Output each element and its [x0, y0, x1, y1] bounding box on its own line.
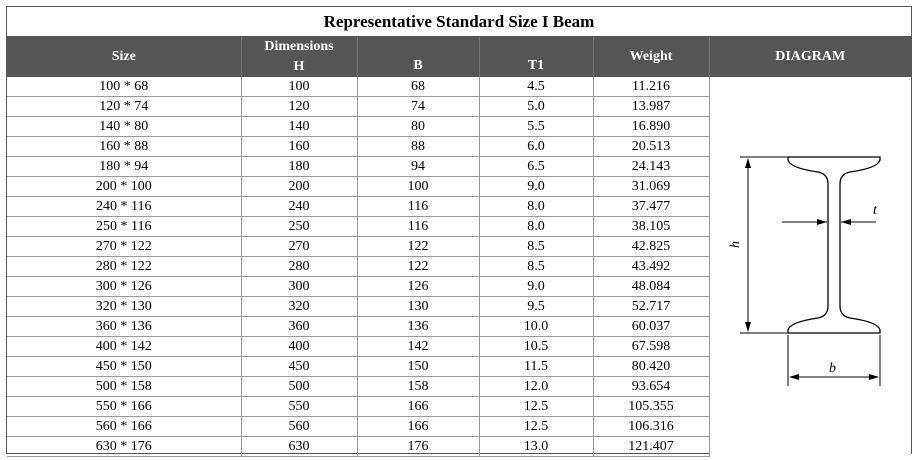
cell-size: 560 * 166: [7, 417, 241, 437]
cell-t1: 9.0: [479, 277, 593, 297]
cell-size: 140 * 80: [7, 117, 241, 137]
cell-size: 280 * 122: [7, 257, 241, 277]
cell-size: 400 * 142: [7, 337, 241, 357]
cell-b: 80: [357, 117, 479, 137]
cell-weight: 24.143: [593, 157, 709, 177]
header-dimensions-h: [241, 37, 357, 77]
cell-size: 120 * 74: [7, 97, 241, 117]
cell-b: 100: [357, 177, 479, 197]
cell-h: 560: [241, 417, 357, 437]
header-row: [7, 37, 911, 77]
ibeam-profile: [788, 157, 880, 333]
header-b: B: [357, 37, 479, 77]
cell-t1: 10.5: [479, 337, 593, 357]
cell-b: 158: [357, 377, 479, 397]
cell-size: 180 * 94: [7, 157, 241, 177]
cell-size: 160 * 88: [7, 137, 241, 157]
cell-size: 240 * 116: [7, 197, 241, 217]
cell-h: 250: [241, 217, 357, 237]
cell-size: 360 * 136: [7, 317, 241, 337]
cell-t1: 8.0: [479, 197, 593, 217]
cell-h: 550: [241, 397, 357, 417]
cell-t1: 8.5: [479, 257, 593, 277]
cell-size: 270 * 122: [7, 237, 241, 257]
cell-h: 100: [241, 77, 357, 97]
cell-h: 270: [241, 237, 357, 257]
cell-b: 130: [357, 297, 479, 317]
cell-t1: 5.0: [479, 97, 593, 117]
cell-h: 450: [241, 357, 357, 377]
cell-h: 320: [241, 297, 357, 317]
cell-t1: 9.5: [479, 297, 593, 317]
cell-h: 180: [241, 157, 357, 177]
ibeam-diagram: [710, 139, 910, 394]
cell-h: 120: [241, 97, 357, 117]
cell-t1: 8.5: [479, 237, 593, 257]
cell-b: 166: [357, 397, 479, 417]
cell-weight: 105.355: [593, 397, 709, 417]
cell-b: 122: [357, 237, 479, 257]
cell-b: 94: [357, 157, 479, 177]
cell-h: 200: [241, 177, 357, 197]
cell-b: 142: [357, 337, 479, 357]
cell-h: 500: [241, 377, 357, 397]
diagram-cell: [709, 77, 911, 457]
cell-t1: 8.0: [479, 217, 593, 237]
cell-t1: 6.0: [479, 137, 593, 157]
diagram-label-t: t: [873, 203, 878, 219]
cell-weight: 106.316: [593, 417, 709, 437]
cell-t1: 13.0: [479, 437, 593, 457]
cell-b: 136: [357, 317, 479, 337]
cell-b: 116: [357, 217, 479, 237]
cell-weight: 93.654: [593, 377, 709, 397]
cell-h: 240: [241, 197, 357, 217]
cell-weight: 52.717: [593, 297, 709, 317]
cell-weight: 31.069: [593, 177, 709, 197]
cell-weight: 60.037: [593, 317, 709, 337]
cell-t1: 9.0: [479, 177, 593, 197]
header-weight: Weight: [593, 37, 709, 77]
cell-h: 140: [241, 117, 357, 137]
cell-b: 68: [357, 77, 479, 97]
cell-weight: 13.987: [593, 97, 709, 117]
cell-t1: 5.5: [479, 117, 593, 137]
cell-weight: 48.084: [593, 277, 709, 297]
cell-size: 320 * 130: [7, 297, 241, 317]
cell-h: 280: [241, 257, 357, 277]
cell-size: 200 * 100: [7, 177, 241, 197]
cell-t1: 11.5: [479, 357, 593, 377]
header-size: Size: [7, 37, 241, 77]
cell-weight: 11.216: [593, 77, 709, 97]
cell-weight: 20.513: [593, 137, 709, 157]
cell-b: 126: [357, 277, 479, 297]
cell-t1: 4.5: [479, 77, 593, 97]
cell-weight: 67.598: [593, 337, 709, 357]
cell-h: 400: [241, 337, 357, 357]
cell-h: 160: [241, 137, 357, 157]
cell-b: 150: [357, 357, 479, 377]
cell-b: 176: [357, 437, 479, 457]
cell-b: 74: [357, 97, 479, 117]
cell-b: 88: [357, 137, 479, 157]
header-diagram: DIAGRAM: [709, 37, 911, 77]
ibeam-size-table: [7, 37, 911, 457]
cell-h: 300: [241, 277, 357, 297]
cell-b: 166: [357, 417, 479, 437]
cell-b: 116: [357, 197, 479, 217]
cell-size: 550 * 166: [7, 397, 241, 417]
cell-t1: 12.0: [479, 377, 593, 397]
cell-weight: 37.477: [593, 197, 709, 217]
ibeam-table-panel: [6, 6, 912, 454]
table-row: [7, 77, 911, 97]
cell-weight: 80.420: [593, 357, 709, 377]
cell-h: 630: [241, 437, 357, 457]
table-title: Representative Standard Size I Beam: [7, 7, 911, 37]
cell-t1: 6.5: [479, 157, 593, 177]
cell-t1: 12.5: [479, 397, 593, 417]
cell-size: 450 * 150: [7, 357, 241, 377]
cell-weight: 42.825: [593, 237, 709, 257]
cell-weight: 121.407: [593, 437, 709, 457]
cell-t1: 10.0: [479, 317, 593, 337]
header-t1: T1: [479, 37, 593, 77]
cell-weight: 38.105: [593, 217, 709, 237]
cell-weight: 43.492: [593, 257, 709, 277]
cell-t1: 12.5: [479, 417, 593, 437]
cell-size: 100 * 68: [7, 77, 241, 97]
cell-size: 630 * 176: [7, 437, 241, 457]
header-h: H: [293, 59, 305, 74]
cell-size: 250 * 116: [7, 217, 241, 237]
cell-h: 360: [241, 317, 357, 337]
diagram-label-b: b: [829, 361, 837, 377]
cell-size: 500 * 158: [7, 377, 241, 397]
cell-weight: 16.890: [593, 117, 709, 137]
header-dimensions: Dimensions: [264, 39, 334, 54]
cell-b: 122: [357, 257, 479, 277]
diagram-label-h: h: [728, 241, 744, 249]
cell-size: 300 * 126: [7, 277, 241, 297]
